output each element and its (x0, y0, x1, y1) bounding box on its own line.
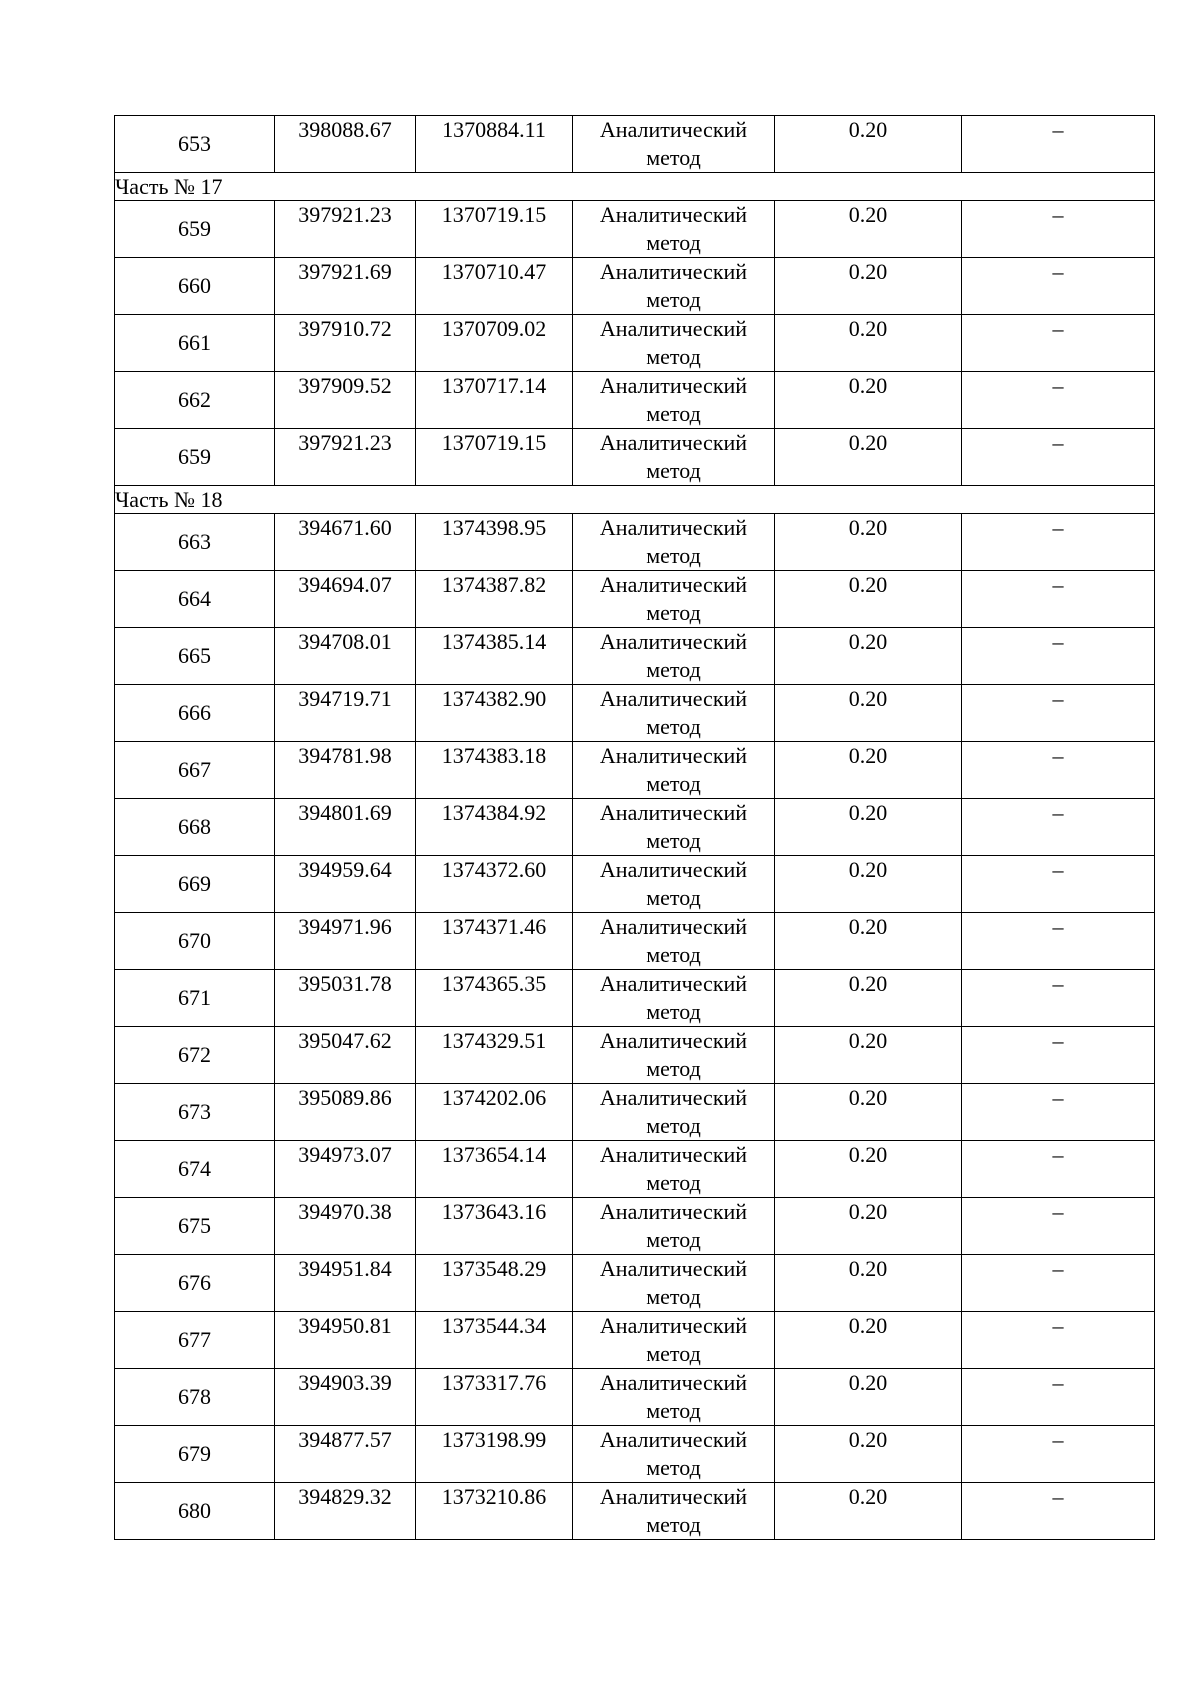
note-cell: – (962, 1312, 1155, 1369)
accuracy-value: 0.20 (775, 514, 962, 571)
method-line-2: метод (646, 230, 701, 255)
x-coordinate: 394877.57 (275, 1426, 416, 1483)
x-coordinate: 394801.69 (275, 799, 416, 856)
note-cell: – (962, 258, 1155, 315)
note-cell: – (962, 315, 1155, 372)
y-coordinate: 1374385.14 (416, 628, 573, 685)
method-line-2: метод (646, 145, 701, 170)
x-coordinate: 394781.98 (275, 742, 416, 799)
method-cell (573, 429, 775, 486)
x-coordinate: 398088.67 (275, 116, 416, 173)
x-coordinate: 397921.69 (275, 258, 416, 315)
note-cell: – (962, 1255, 1155, 1312)
x-coordinate: 397910.72 (275, 315, 416, 372)
method-cell (573, 628, 775, 685)
method-line-1: Аналитический (599, 373, 748, 398)
x-coordinate: 394708.01 (275, 628, 416, 685)
method-line-1: Аналитический (599, 1484, 748, 1509)
table-row (115, 258, 1155, 315)
table-row (115, 1483, 1155, 1540)
accuracy-value: 0.20 (775, 1027, 962, 1084)
method-line-1: Аналитический (599, 1142, 748, 1167)
method-cell (573, 258, 775, 315)
y-coordinate: 1374365.35 (416, 970, 573, 1027)
table-row (115, 1084, 1155, 1141)
note-cell: – (962, 970, 1155, 1027)
note-cell: – (962, 372, 1155, 429)
x-coordinate: 397909.52 (275, 372, 416, 429)
method-line-2: метод (646, 999, 701, 1024)
note-cell: – (962, 116, 1155, 173)
y-coordinate: 1374384.92 (416, 799, 573, 856)
accuracy-value: 0.20 (775, 1141, 962, 1198)
point-number: 668 (115, 799, 275, 856)
accuracy-value: 0.20 (775, 970, 962, 1027)
point-number: 665 (115, 628, 275, 685)
x-coordinate: 394950.81 (275, 1312, 416, 1369)
method-cell (573, 1483, 775, 1540)
accuracy-value: 0.20 (775, 315, 962, 372)
x-coordinate: 394719.71 (275, 685, 416, 742)
y-coordinate: 1370717.14 (416, 372, 573, 429)
method-line-2: метод (646, 1056, 701, 1081)
x-coordinate: 394973.07 (275, 1141, 416, 1198)
method-line-2: метод (646, 657, 701, 682)
x-coordinate: 397921.23 (275, 201, 416, 258)
note-cell: – (962, 628, 1155, 685)
method-line-2: метод (646, 771, 701, 796)
accuracy-value: 0.20 (775, 1198, 962, 1255)
section-title: Часть № 17 (115, 173, 1155, 201)
accuracy-value: 0.20 (775, 1426, 962, 1483)
note-cell: – (962, 913, 1155, 970)
accuracy-value: 0.20 (775, 571, 962, 628)
table-row (115, 514, 1155, 571)
note-cell: – (962, 856, 1155, 913)
method-cell (573, 742, 775, 799)
x-coordinate: 397921.23 (275, 429, 416, 486)
table-row (115, 913, 1155, 970)
note-cell: – (962, 685, 1155, 742)
accuracy-value: 0.20 (775, 201, 962, 258)
point-number: 680 (115, 1483, 275, 1540)
y-coordinate: 1373210.86 (416, 1483, 573, 1540)
y-coordinate: 1373317.76 (416, 1369, 573, 1426)
method-line-1: Аналитический (599, 686, 748, 711)
y-coordinate: 1370710.47 (416, 258, 573, 315)
section-header-row (115, 486, 1155, 514)
table-row (115, 970, 1155, 1027)
method-cell (573, 1312, 775, 1369)
method-cell (573, 372, 775, 429)
accuracy-value: 0.20 (775, 742, 962, 799)
note-cell: – (962, 1027, 1155, 1084)
method-cell (573, 514, 775, 571)
note-cell: – (962, 742, 1155, 799)
point-number: 674 (115, 1141, 275, 1198)
y-coordinate: 1370719.15 (416, 201, 573, 258)
method-line-1: Аналитический (599, 259, 748, 284)
note-cell: – (962, 1084, 1155, 1141)
note-cell: – (962, 514, 1155, 571)
method-line-2: метод (646, 543, 701, 568)
table-row (115, 742, 1155, 799)
coordinates-table (114, 115, 1155, 1540)
table-row (115, 1141, 1155, 1198)
y-coordinate: 1373654.14 (416, 1141, 573, 1198)
method-cell (573, 116, 775, 173)
table-row (115, 799, 1155, 856)
point-number: 675 (115, 1198, 275, 1255)
method-line-1: Аналитический (599, 1028, 748, 1053)
y-coordinate: 1374387.82 (416, 571, 573, 628)
note-cell: – (962, 1141, 1155, 1198)
table-row (115, 628, 1155, 685)
table-row (115, 372, 1155, 429)
y-coordinate: 1374371.46 (416, 913, 573, 970)
table-row (115, 315, 1155, 372)
method-cell (573, 1198, 775, 1255)
x-coordinate: 394671.60 (275, 514, 416, 571)
point-number: 671 (115, 970, 275, 1027)
table-row (115, 1027, 1155, 1084)
point-number: 660 (115, 258, 275, 315)
accuracy-value: 0.20 (775, 429, 962, 486)
method-line-2: метод (646, 401, 701, 426)
method-cell (573, 685, 775, 742)
method-cell (573, 1426, 775, 1483)
point-number: 659 (115, 201, 275, 258)
y-coordinate: 1374372.60 (416, 856, 573, 913)
accuracy-value: 0.20 (775, 628, 962, 685)
x-coordinate: 395089.86 (275, 1084, 416, 1141)
method-cell (573, 1084, 775, 1141)
method-cell (573, 201, 775, 258)
method-cell (573, 315, 775, 372)
point-number: 673 (115, 1084, 275, 1141)
accuracy-value: 0.20 (775, 116, 962, 173)
method-line-2: метод (646, 1113, 701, 1138)
method-line-2: метод (646, 1512, 701, 1537)
accuracy-value: 0.20 (775, 1483, 962, 1540)
method-line-1: Аналитический (599, 316, 748, 341)
y-coordinate: 1374383.18 (416, 742, 573, 799)
method-line-2: метод (646, 1341, 701, 1366)
note-cell: – (962, 799, 1155, 856)
note-cell: – (962, 571, 1155, 628)
method-line-2: метод (646, 458, 701, 483)
method-line-1: Аналитический (599, 202, 748, 227)
method-line-2: метод (646, 1284, 701, 1309)
method-line-2: метод (646, 344, 701, 369)
method-line-1: Аналитический (599, 857, 748, 882)
table-row (115, 201, 1155, 258)
x-coordinate: 394971.96 (275, 913, 416, 970)
accuracy-value: 0.20 (775, 685, 962, 742)
method-line-1: Аналитический (599, 117, 748, 142)
method-line-2: метод (646, 1455, 701, 1480)
table-row (115, 1198, 1155, 1255)
y-coordinate: 1373548.29 (416, 1255, 573, 1312)
note-cell: – (962, 1198, 1155, 1255)
point-number: 667 (115, 742, 275, 799)
point-number: 669 (115, 856, 275, 913)
method-line-2: метод (646, 287, 701, 312)
method-line-1: Аналитический (599, 515, 748, 540)
x-coordinate: 394903.39 (275, 1369, 416, 1426)
y-coordinate: 1370884.11 (416, 116, 573, 173)
method-line-1: Аналитический (599, 1085, 748, 1110)
y-coordinate: 1374382.90 (416, 685, 573, 742)
y-coordinate: 1374398.95 (416, 514, 573, 571)
note-cell: – (962, 1369, 1155, 1426)
note-cell: – (962, 1483, 1155, 1540)
table-row (115, 1369, 1155, 1426)
method-line-1: Аналитический (599, 800, 748, 825)
y-coordinate: 1374202.06 (416, 1084, 573, 1141)
x-coordinate: 395031.78 (275, 970, 416, 1027)
accuracy-value: 0.20 (775, 1084, 962, 1141)
method-cell (573, 571, 775, 628)
y-coordinate: 1370709.02 (416, 315, 573, 372)
method-line-2: метод (646, 1170, 701, 1195)
method-line-1: Аналитический (599, 1313, 748, 1338)
point-number: 659 (115, 429, 275, 486)
table-row (115, 429, 1155, 486)
table-row (115, 116, 1155, 173)
point-number: 653 (115, 116, 275, 173)
point-number: 666 (115, 685, 275, 742)
x-coordinate: 394829.32 (275, 1483, 416, 1540)
method-line-2: метод (646, 600, 701, 625)
x-coordinate: 395047.62 (275, 1027, 416, 1084)
method-line-1: Аналитический (599, 1370, 748, 1395)
point-number: 678 (115, 1369, 275, 1426)
method-cell (573, 1369, 775, 1426)
accuracy-value: 0.20 (775, 1369, 962, 1426)
method-cell (573, 970, 775, 1027)
y-coordinate: 1370719.15 (416, 429, 573, 486)
accuracy-value: 0.20 (775, 913, 962, 970)
table-row (115, 1426, 1155, 1483)
method-line-1: Аналитический (599, 743, 748, 768)
accuracy-value: 0.20 (775, 1312, 962, 1369)
x-coordinate: 394694.07 (275, 571, 416, 628)
accuracy-value: 0.20 (775, 1255, 962, 1312)
section-title: Часть № 18 (115, 486, 1155, 514)
x-coordinate: 394951.84 (275, 1255, 416, 1312)
point-number: 679 (115, 1426, 275, 1483)
method-line-1: Аналитический (599, 629, 748, 654)
table-row (115, 1312, 1155, 1369)
note-cell: – (962, 1426, 1155, 1483)
method-line-1: Аналитический (599, 971, 748, 996)
table-row (115, 1255, 1155, 1312)
point-number: 661 (115, 315, 275, 372)
method-line-2: метод (646, 1227, 701, 1252)
accuracy-value: 0.20 (775, 856, 962, 913)
x-coordinate: 394970.38 (275, 1198, 416, 1255)
accuracy-value: 0.20 (775, 372, 962, 429)
note-cell: – (962, 429, 1155, 486)
method-cell (573, 913, 775, 970)
method-line-2: метод (646, 942, 701, 967)
method-line-2: метод (646, 1398, 701, 1423)
table-row (115, 856, 1155, 913)
x-coordinate: 394959.64 (275, 856, 416, 913)
y-coordinate: 1373198.99 (416, 1426, 573, 1483)
accuracy-value: 0.20 (775, 258, 962, 315)
method-line-1: Аналитический (599, 1427, 748, 1452)
method-line-1: Аналитический (599, 572, 748, 597)
table-row (115, 685, 1155, 742)
method-line-2: метод (646, 714, 701, 739)
point-number: 663 (115, 514, 275, 571)
point-number: 672 (115, 1027, 275, 1084)
y-coordinate: 1373643.16 (416, 1198, 573, 1255)
point-number: 662 (115, 372, 275, 429)
method-cell (573, 1027, 775, 1084)
method-cell (573, 856, 775, 913)
method-line-1: Аналитический (599, 430, 748, 455)
method-line-1: Аналитический (599, 914, 748, 939)
method-line-2: метод (646, 885, 701, 910)
method-cell (573, 1255, 775, 1312)
point-number: 670 (115, 913, 275, 970)
method-cell (573, 1141, 775, 1198)
section-header-row (115, 173, 1155, 201)
point-number: 676 (115, 1255, 275, 1312)
accuracy-value: 0.20 (775, 799, 962, 856)
note-cell: – (962, 201, 1155, 258)
method-cell (573, 799, 775, 856)
y-coordinate: 1374329.51 (416, 1027, 573, 1084)
method-line-2: метод (646, 828, 701, 853)
table-body (115, 116, 1155, 1540)
table-row (115, 571, 1155, 628)
point-number: 664 (115, 571, 275, 628)
y-coordinate: 1373544.34 (416, 1312, 573, 1369)
method-line-1: Аналитический (599, 1199, 748, 1224)
method-line-1: Аналитический (599, 1256, 748, 1281)
point-number: 677 (115, 1312, 275, 1369)
